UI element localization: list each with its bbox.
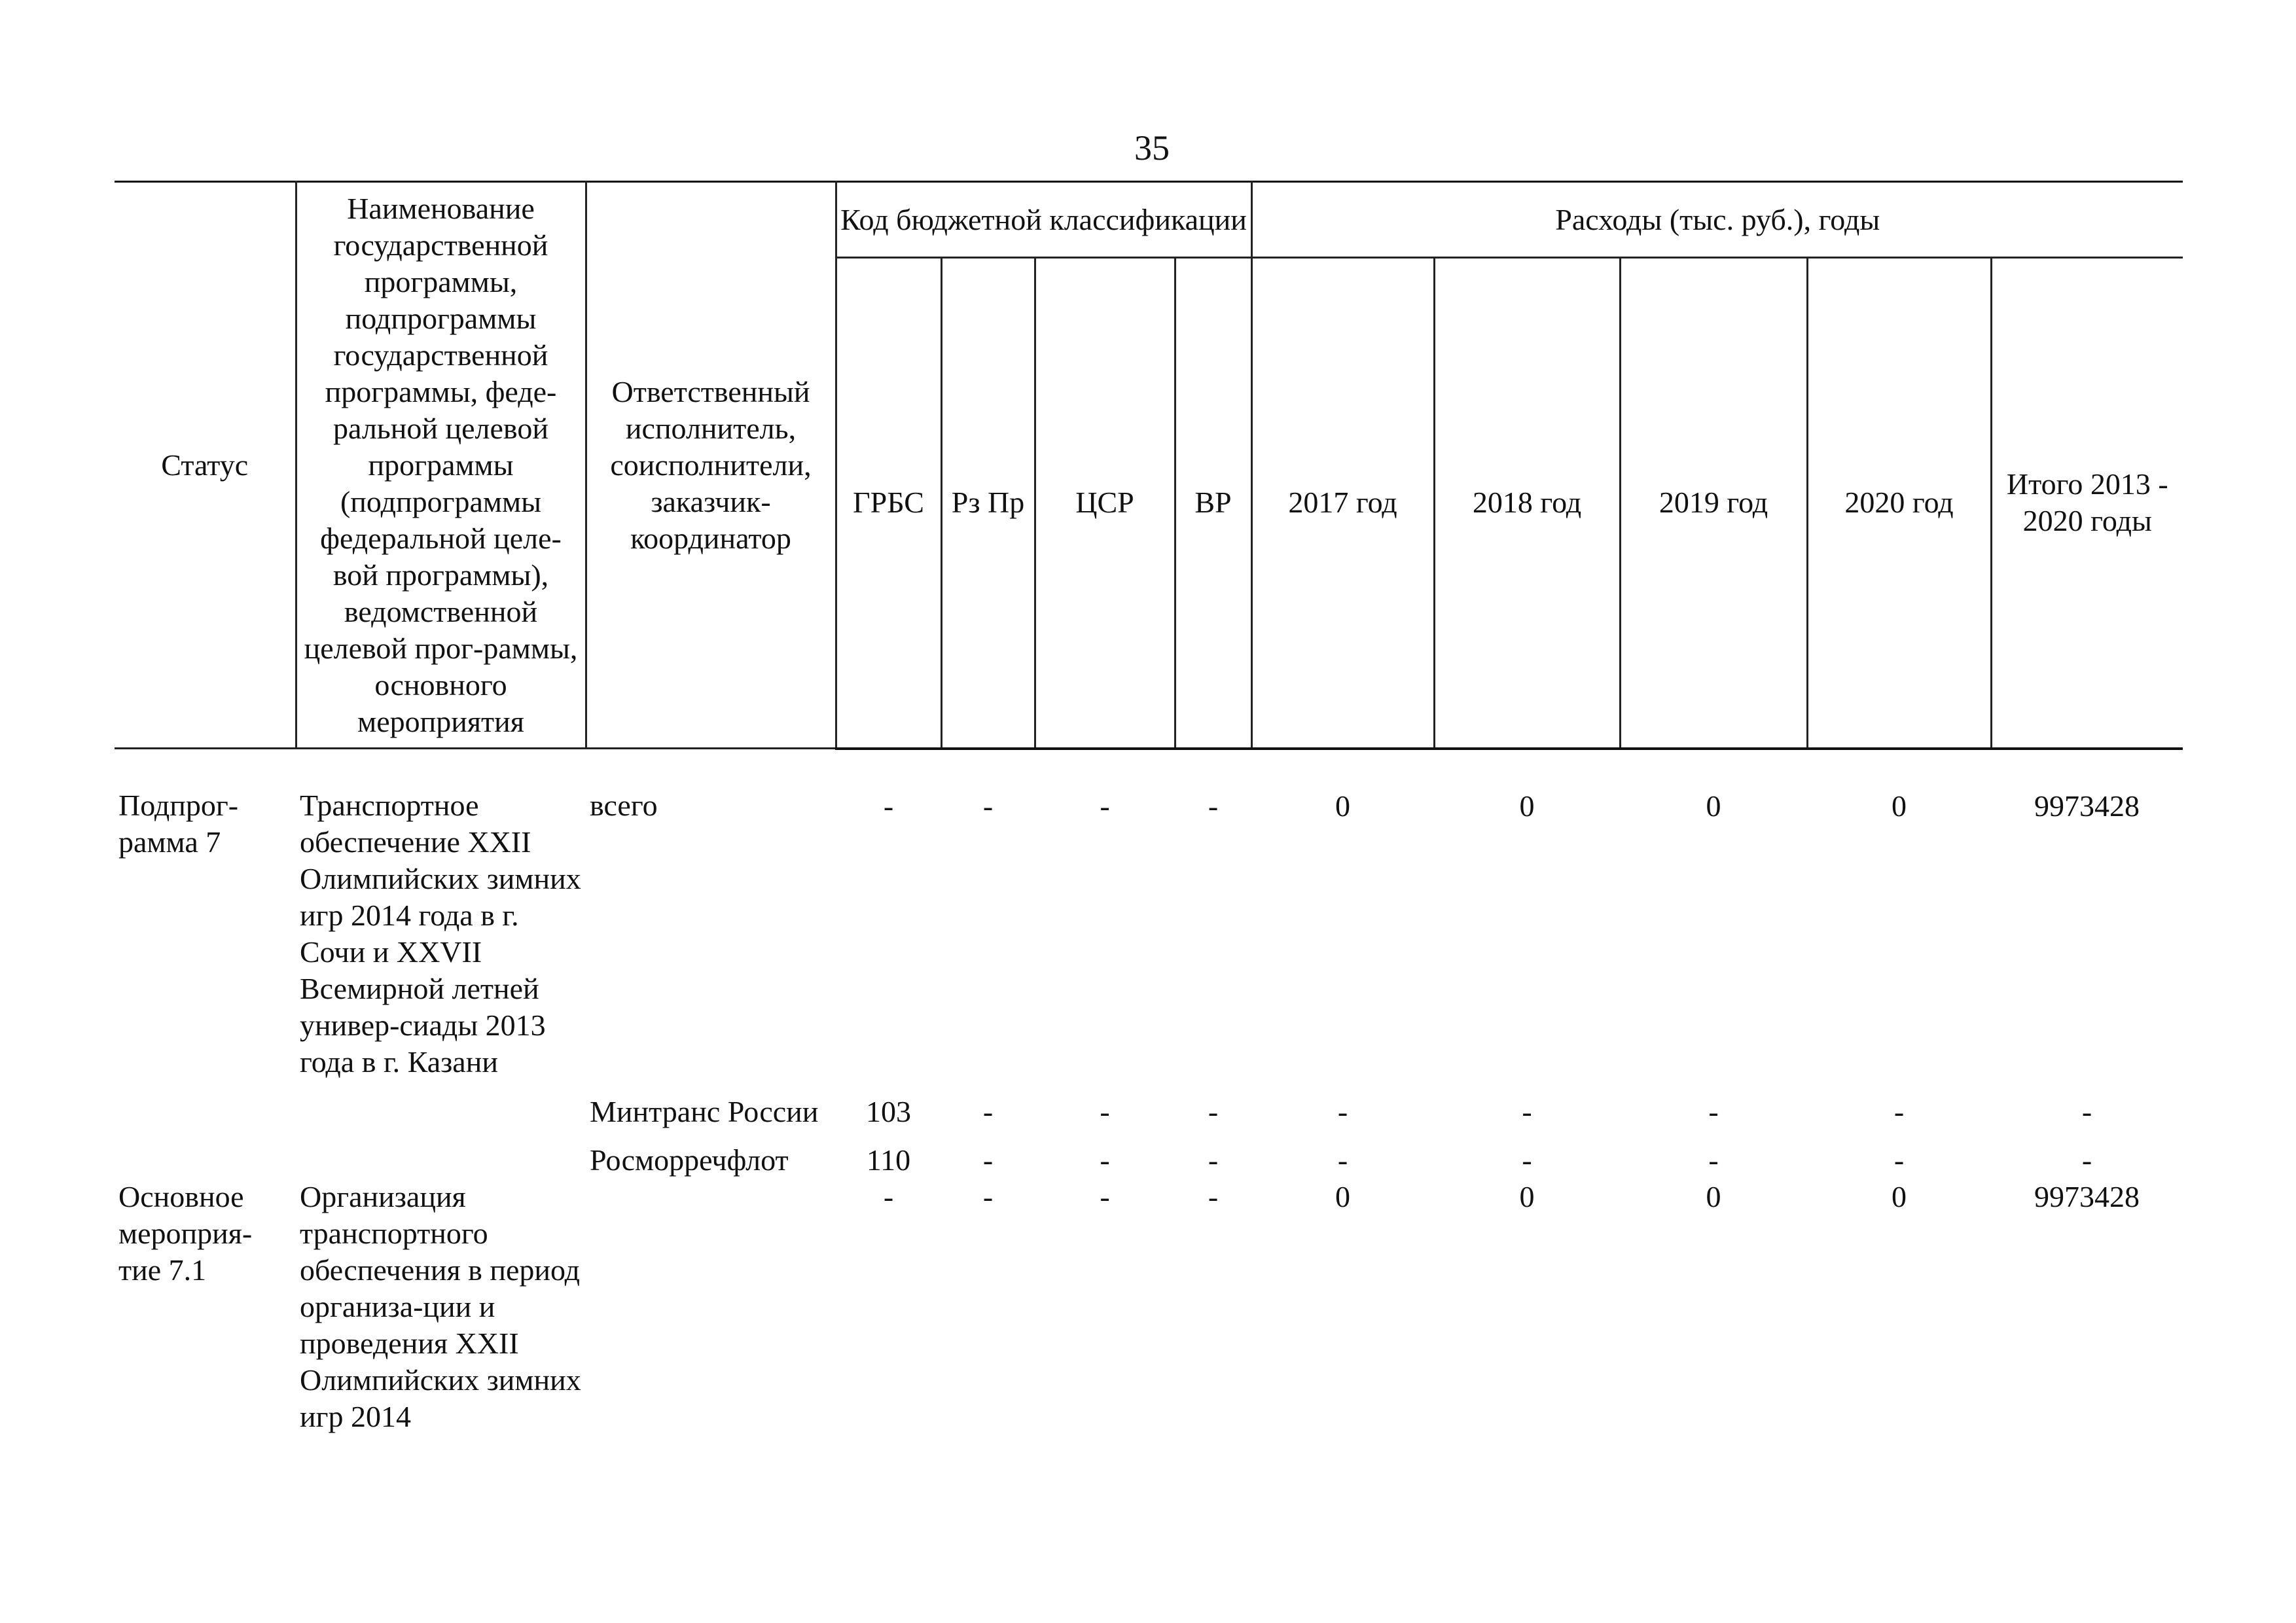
cell-2019: 0 (1706, 1180, 1721, 1213)
cell-2018: - (1522, 1143, 1532, 1177)
cell-executor: Росморречфлот (590, 1143, 789, 1177)
cell-2017: - (1337, 1143, 1348, 1177)
cell-grbs: - (883, 789, 894, 823)
cell-2020: 0 (1892, 1180, 1907, 1213)
cell-rzpr: - (982, 789, 994, 823)
cell-executor: всего (590, 789, 658, 822)
cell-2019: - (1708, 1143, 1719, 1177)
header-expenses-group: Расходы (тыс. руб.), годы (1251, 182, 2183, 258)
cell-2020: - (1893, 1143, 1905, 1177)
cell-status (115, 1130, 296, 1179)
table-row (115, 749, 2183, 1081)
header-2018: 2018 год (1434, 258, 1620, 749)
cell-total: 9973428 (2034, 1180, 2140, 1213)
header-budget-code-group: Код бюджетной классификации (836, 182, 1251, 258)
header-grbs: ГРБС (836, 258, 941, 749)
header-csr: ЦСР (1035, 258, 1175, 749)
cell-executor: Минтранс России (590, 1095, 819, 1128)
cell-name: Транспортное обеспечение XXII Олимпийских зимних игр 2014 года в г. Сочи и XXVII Всемирной летней универ-сиады 2013 года в г. Казани (300, 789, 581, 1079)
header-2019: 2019 год (1620, 258, 1807, 749)
cell-total: 9973428 (2034, 789, 2140, 823)
cell-rzpr: - (982, 1095, 994, 1128)
cell-total: - (2081, 1143, 2092, 1177)
table-row (115, 1179, 2183, 1435)
table-row (115, 1130, 2183, 1179)
cell-name: Организация транспортного обеспечения в период организа-ции и проведения XXII Олимпийских зимних игр 2014 (300, 1180, 581, 1433)
header-total: Итого 2013 - 2020 годы (1991, 258, 2183, 749)
cell-2020: - (1893, 1095, 1905, 1128)
cell-vr: - (1208, 789, 1219, 823)
cell-csr: - (1100, 1143, 1110, 1177)
cell-name (296, 1080, 586, 1130)
cell-2017: 0 (1335, 789, 1351, 823)
header-executor: Ответственный исполнитель, соисполнители, заказчик-координатор (586, 182, 836, 749)
header-status: Статус (115, 182, 296, 749)
header-vr: ВР (1175, 258, 1251, 749)
cell-grbs: 103 (866, 1095, 911, 1128)
cell-csr: - (1100, 1095, 1110, 1128)
cell-2020: 0 (1892, 789, 1907, 823)
header-2020: 2020 год (1807, 258, 1991, 749)
header-2017: 2017 год (1251, 258, 1434, 749)
page-number: 35 (1134, 128, 1170, 168)
cell-2018: - (1522, 1095, 1532, 1128)
cell-vr: - (1208, 1095, 1219, 1128)
cell-grbs: 110 (866, 1143, 911, 1177)
cell-rzpr: - (982, 1143, 994, 1177)
cell-2019: - (1708, 1095, 1719, 1128)
cell-2017: - (1337, 1095, 1348, 1128)
cell-csr: - (1100, 789, 1110, 823)
cell-status: Основное мероприя-тие 7.1 (118, 1180, 253, 1287)
cell-vr: - (1208, 1143, 1219, 1177)
cell-total: - (2081, 1095, 2092, 1128)
cell-vr: - (1208, 1180, 1219, 1213)
cell-grbs: - (883, 1180, 894, 1213)
cell-rzpr: - (982, 1180, 994, 1213)
cell-2018: 0 (1519, 1180, 1535, 1213)
cell-executor (586, 1179, 836, 1435)
table-row (115, 1080, 2183, 1130)
cell-2017: 0 (1335, 1180, 1351, 1213)
header-program-name: Наименование государственной программы, подпрограммы государственной программы, феде-ральной целевой программы (подпрограммы федеральной целе-вой программы), ведомственной целевой прог-раммы, основного мероприятия (296, 182, 586, 749)
cell-status: Подпрог-рамма 7 (118, 789, 239, 859)
cell-2019: 0 (1706, 789, 1721, 823)
cell-status (115, 1080, 296, 1130)
cell-2018: 0 (1519, 789, 1535, 823)
cell-name (296, 1130, 586, 1179)
header-rzpr: Рз Пр (941, 258, 1035, 749)
cell-csr: - (1100, 1180, 1110, 1213)
budget-table (115, 181, 2183, 1435)
